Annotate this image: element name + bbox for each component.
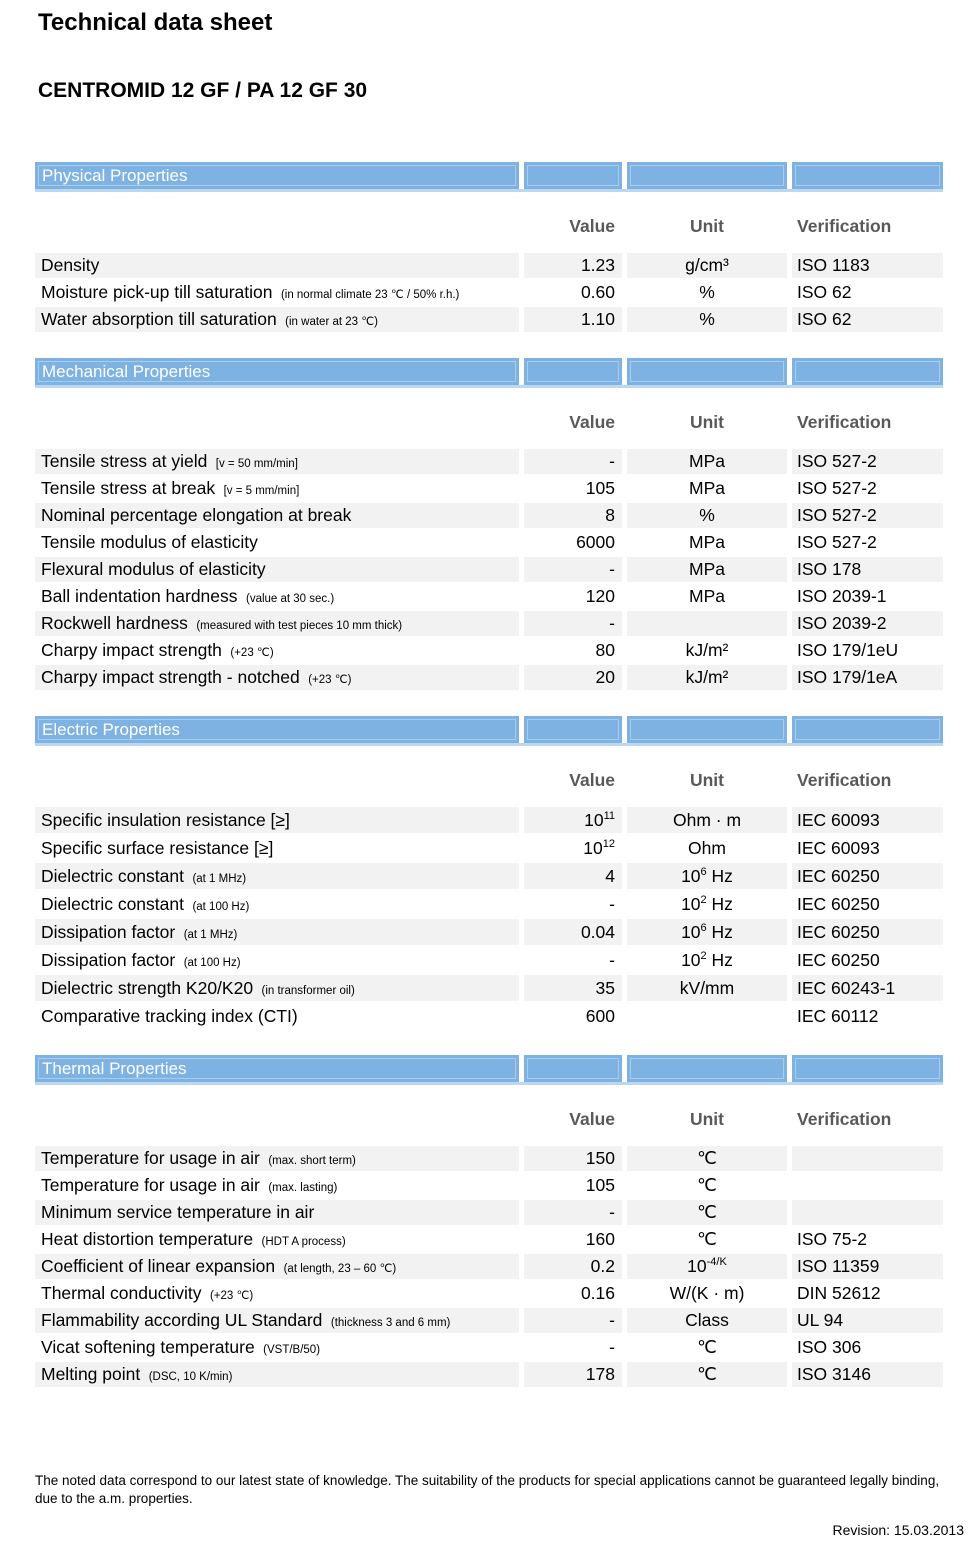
property-name: Minimum service temperature in air: [41, 1202, 315, 1222]
property-cell: [35, 835, 519, 861]
section-header-bar: [35, 162, 943, 192]
unit-cell: $10^2$ Hz: [681, 950, 733, 970]
property-name: Dielectric strength K20/K20: [41, 978, 254, 998]
section-bar-cell-verification: [792, 358, 943, 385]
col-header-unit: Unit: [689, 770, 725, 788]
section-bar-cell-unit: [627, 1055, 787, 1082]
property-note: (+23 ℃): [308, 674, 352, 686]
property-cell: [35, 1281, 519, 1306]
property-name: Coefficient of linear expansion: [41, 1256, 276, 1276]
col-header-verification: Verification: [797, 770, 892, 788]
section-bar-cell-property: [35, 716, 519, 743]
property-note: (HDT A process): [261, 1236, 346, 1248]
unit-cell: ℃: [627, 1362, 787, 1387]
table-row: [35, 1254, 943, 1279]
unit-cell: %: [627, 307, 787, 332]
verification-cell: IEC 60112: [797, 1006, 879, 1026]
property-name: Tensile stress at yield: [41, 451, 208, 471]
property-name: Specific surface resistance [≥]: [41, 838, 274, 858]
unit-cell: [627, 1003, 787, 1029]
value-cell: 0.16: [580, 1283, 615, 1303]
unit-cell: [627, 611, 787, 636]
verification-cell: ISO 179/1eA: [792, 665, 943, 690]
property-cell: [35, 665, 519, 690]
property-note: (at 1 MHz): [192, 873, 247, 885]
unit-cell: %: [627, 503, 787, 528]
property-note: (VST/B/50): [263, 1344, 321, 1356]
value-cell: 160: [585, 1229, 615, 1249]
unit-cell: MPa: [689, 586, 725, 606]
verification-cell: [792, 1200, 943, 1225]
unit-cell: $10^6$ Hz: [627, 863, 787, 889]
property-name: Density: [41, 255, 100, 275]
section-bar-cell-property: [35, 162, 519, 189]
property-name: Thermal conductivity: [41, 1283, 202, 1303]
col-header-value: Value: [569, 770, 615, 788]
property-note: (+23 ℃): [230, 647, 274, 659]
section-header-bar: [35, 716, 943, 746]
col-header-property-spacer: [35, 410, 519, 430]
property-note: (+23 ℃): [209, 1290, 254, 1302]
product-name: CENTROMID 12 GF / PA 12 GF 30: [38, 79, 368, 102]
property-cell: [35, 503, 519, 528]
unit-cell: $10^{-4/K}$: [627, 1254, 787, 1279]
property-note: [v = 50 mm/min]: [215, 458, 298, 470]
column-headers: [35, 214, 943, 234]
property-cell: [35, 863, 519, 889]
value-cell: 178: [524, 1362, 622, 1387]
table-row: [35, 611, 943, 636]
value-cell: 6000: [576, 532, 615, 552]
unit-cell: MPa: [627, 449, 787, 474]
property-cell: [35, 919, 519, 945]
verification-cell: ISO 2039-1: [797, 586, 887, 606]
property-note: (in transformer oil): [261, 985, 355, 997]
verification-cell: ISO 179/1eU: [797, 640, 899, 660]
table-row: [35, 449, 943, 474]
property-name: Heat distortion temperature: [41, 1229, 254, 1249]
property-name: Flammability according UL Standard: [41, 1310, 323, 1330]
section-bar-cell-value: [524, 1055, 622, 1082]
table-row: [35, 1335, 943, 1360]
property-note: (in normal climate 23 ℃ / 50% r.h.): [280, 289, 460, 301]
value-cell: -: [609, 950, 615, 970]
property-cell: [35, 1227, 519, 1252]
property-section: [35, 358, 943, 690]
unit-cell: ℃: [697, 1175, 717, 1195]
unit-cell: %: [699, 282, 715, 302]
verification-cell: UL 94: [792, 1308, 943, 1333]
verification-cell: ISO 527-2: [792, 449, 943, 474]
section-title: Physical Properties: [42, 166, 188, 185]
verification-cell: ISO 11359: [792, 1254, 943, 1279]
verification-cell: ISO 527-2: [792, 503, 943, 528]
col-header-verification: Verification: [797, 1109, 892, 1127]
section-title: Thermal Properties: [42, 1059, 187, 1078]
table-row: [35, 835, 943, 861]
property-name: Melting point: [41, 1364, 141, 1384]
verification-cell: IEC 60250: [797, 894, 880, 914]
section-bar-cell-verification: [792, 162, 943, 189]
property-note: (at 100 Hz): [183, 957, 241, 969]
verification-cell: [792, 1173, 943, 1198]
property-note: (at length, 23 – 60 ℃): [283, 1263, 397, 1275]
property-cell: [35, 638, 519, 663]
unit-cell: $10^2$ Hz: [681, 894, 733, 914]
verification-cell: ISO 306: [797, 1337, 862, 1357]
property-cell: [35, 1200, 519, 1225]
table-row: [35, 1200, 943, 1225]
table-row: [35, 1308, 943, 1333]
section-bar-cell-property: [35, 1055, 519, 1082]
property-note: (DSC, 10 K/min): [148, 1371, 233, 1383]
table-row: [35, 476, 943, 501]
unit-cell: Ohm · m: [627, 807, 787, 833]
unit-cell: MPa: [627, 557, 787, 582]
verification-cell: IEC 60093: [792, 807, 943, 833]
col-header-value: Value: [569, 1109, 615, 1127]
value-cell: -: [524, 557, 622, 582]
table-row: [35, 947, 943, 973]
table-row: [35, 557, 943, 582]
property-section: [35, 162, 943, 332]
property-cell: [35, 253, 519, 278]
property-name: Water absorption till saturation: [41, 309, 277, 329]
col-header-property-spacer: [35, 1107, 519, 1127]
table-row: [35, 1227, 943, 1252]
property-name: Vicat softening temperature: [41, 1337, 255, 1357]
property-name: Rockwell hardness: [41, 613, 188, 633]
section-bar-cell-property: [35, 358, 519, 385]
verification-cell: ISO 75-2: [797, 1229, 868, 1249]
table-row: [35, 1173, 943, 1198]
unit-cell: ℃: [697, 1229, 717, 1249]
property-cell: [35, 530, 519, 555]
property-name: Ball indentation hardness: [41, 586, 238, 606]
value-cell: 4: [524, 863, 622, 889]
property-name: Charpy impact strength: [41, 640, 222, 660]
column-headers: [35, 768, 943, 788]
value-cell: 1.10: [524, 307, 622, 332]
property-name: Dissipation factor: [41, 922, 176, 942]
unit-cell: Ohm: [688, 838, 726, 858]
property-cell: [35, 1362, 519, 1387]
property-section: [35, 1055, 943, 1387]
property-note: (at 100 Hz): [192, 901, 250, 913]
verification-cell: IEC 60250: [797, 950, 880, 970]
table-row: [35, 638, 943, 663]
verification-cell: IEC 60250: [792, 919, 943, 945]
section-header-bar: [35, 1055, 943, 1085]
unit-cell: ℃: [627, 1200, 787, 1225]
unit-cell: MPa: [689, 478, 725, 498]
value-cell: 105: [585, 1175, 615, 1195]
property-name: Moisture pick-up till saturation: [41, 282, 273, 302]
property-name: Dielectric constant: [41, 894, 184, 914]
verification-cell: ISO 1183: [792, 253, 943, 278]
col-header-value: Value: [569, 412, 615, 430]
unit-cell: MPa: [689, 532, 725, 552]
col-header-property-spacer: [35, 214, 519, 234]
property-note: (value at 30 sec.): [245, 593, 335, 605]
value-cell: 0.04: [524, 919, 622, 945]
table-row: [35, 584, 943, 609]
section-title: Mechanical Properties: [42, 362, 211, 381]
value-cell: -: [524, 1308, 622, 1333]
section-bar-cell-unit: [627, 358, 787, 385]
table-row: [35, 863, 943, 889]
section-bar-cell-unit: [627, 716, 787, 743]
table-row: [35, 530, 943, 555]
table-row: [35, 503, 943, 528]
property-name: Flexural modulus of elasticity: [41, 559, 266, 579]
property-note: (max. short term): [268, 1155, 356, 1167]
verification-cell: [792, 1146, 943, 1171]
property-name: Charpy impact strength - notched: [41, 667, 300, 687]
property-cell: [35, 611, 519, 636]
property-cell: [35, 476, 519, 501]
property-cell: [35, 557, 519, 582]
property-note: (at 1 MHz): [183, 929, 238, 941]
disclaimer-text: The noted data correspond to our latest state of knowledge. The suitability of the products for special applications cannot be guaranteed legally binding, due to the a.m. properties.: [35, 1473, 940, 1506]
col-header-value: Value: [569, 216, 615, 234]
section-bar-cell-value: [524, 358, 622, 385]
verification-cell: IEC 60243-1: [792, 975, 943, 1001]
table-row: [35, 919, 943, 945]
unit-cell: kV/mm: [627, 975, 787, 1001]
value-cell: 1.23: [524, 253, 622, 278]
property-cell: [35, 1003, 519, 1029]
value-cell: 20: [524, 665, 622, 690]
property-cell: [35, 1254, 519, 1279]
unit-cell: Class: [627, 1308, 787, 1333]
property-cell: [35, 891, 519, 917]
section-rows: [35, 449, 943, 690]
value-cell: 120: [585, 586, 615, 606]
value-cell: -: [524, 449, 622, 474]
property-note: (thickness 3 and 6 mm): [330, 1317, 451, 1329]
property-cell: [35, 584, 519, 609]
property-cell: [35, 1308, 519, 1333]
property-cell: [35, 1173, 519, 1198]
sections-container: [35, 162, 943, 1387]
value-cell: 8: [524, 503, 622, 528]
value-cell: 35: [524, 975, 622, 1001]
verification-cell: ISO 2039-2: [792, 611, 943, 636]
property-note: [v = 5 mm/min]: [223, 485, 300, 497]
property-note: (max. lasting): [268, 1182, 338, 1194]
section-rows: [35, 807, 943, 1029]
property-name: Comparative tracking index (CTI): [41, 1006, 298, 1026]
property-cell: [35, 947, 519, 973]
value-cell: 105: [585, 478, 615, 498]
col-header-verification: Verification: [797, 216, 892, 234]
table-row: [35, 1362, 943, 1387]
value-cell: -: [609, 1337, 615, 1357]
value-cell: 0.60: [580, 282, 615, 302]
revision-date: Revision: 15.03.2013: [832, 1522, 964, 1538]
verification-cell: ISO 527-2: [797, 532, 877, 552]
section-title: Electric Properties: [42, 720, 180, 739]
verification-cell: IEC 60250: [792, 863, 943, 889]
unit-cell: kJ/m²: [627, 665, 787, 690]
value-cell: $10^{11}$: [524, 807, 622, 833]
table-row: [35, 1003, 943, 1029]
property-name: Dissipation factor: [41, 950, 176, 970]
property-name: Nominal percentage elongation at break: [41, 505, 352, 525]
table-row: [35, 280, 943, 305]
verification-cell: ISO 178: [792, 557, 943, 582]
verification-cell: IEC 60093: [797, 838, 880, 858]
unit-cell: ℃: [627, 1146, 787, 1171]
table-row: [35, 253, 943, 278]
value-cell: -: [609, 894, 615, 914]
property-section: [35, 716, 943, 1029]
value-cell: $10^{12}$: [583, 838, 615, 858]
table-row: [35, 665, 943, 690]
table-row: [35, 1146, 943, 1171]
property-cell: [35, 1335, 519, 1360]
verification-cell: ISO 62: [792, 307, 943, 332]
document-page: [35, 8, 964, 1538]
column-headers: [35, 1107, 943, 1127]
property-name: Dielectric constant: [41, 866, 184, 886]
col-header-unit: Unit: [689, 216, 725, 234]
col-header-verification: Verification: [797, 412, 892, 430]
property-note: (measured with test pieces 10 mm thick): [196, 620, 403, 632]
property-name: Tensile stress at break: [41, 478, 216, 498]
col-header-unit: Unit: [689, 412, 725, 430]
property-cell: [35, 975, 519, 1001]
col-header-property-spacer: [35, 768, 519, 788]
value-cell: 600: [585, 1006, 615, 1026]
property-name: Temperature for usage in air: [41, 1175, 260, 1195]
value-cell: -: [524, 611, 622, 636]
property-name: Temperature for usage in air: [41, 1148, 260, 1168]
value-cell: -: [524, 1200, 622, 1225]
property-name: Specific insulation resistance [≥]: [41, 810, 290, 830]
property-cell: [35, 280, 519, 305]
value-cell: 0.2: [524, 1254, 622, 1279]
unit-cell: g/cm³: [627, 253, 787, 278]
property-cell: [35, 307, 519, 332]
section-bar-cell-verification: [792, 1055, 943, 1082]
table-row: [35, 807, 943, 833]
table-row: [35, 1281, 943, 1306]
verification-cell: ISO 3146: [792, 1362, 943, 1387]
verification-cell: ISO 527-2: [797, 478, 877, 498]
verification-cell: ISO 62: [797, 282, 852, 302]
verification-cell: DIN 52612: [797, 1283, 881, 1303]
section-bar-cell-value: [524, 716, 622, 743]
property-name: Tensile modulus of elasticity: [41, 532, 258, 552]
property-note: (in water at 23 ℃): [285, 316, 378, 328]
unit-cell: W/(K · m): [669, 1283, 745, 1303]
section-rows: [35, 253, 943, 332]
table-row: [35, 975, 943, 1001]
table-row: [35, 891, 943, 917]
section-header-bar: [35, 358, 943, 388]
property-cell: [35, 449, 519, 474]
unit-cell: kJ/m²: [685, 640, 729, 660]
section-bar-cell-unit: [627, 162, 787, 189]
unit-cell: ℃: [697, 1337, 717, 1357]
value-cell: 80: [595, 640, 615, 660]
table-row: [35, 307, 943, 332]
section-bar-cell-value: [524, 162, 622, 189]
section-rows: [35, 1146, 943, 1387]
value-cell: 150: [524, 1146, 622, 1171]
column-headers: [35, 410, 943, 430]
unit-cell: $10^6$ Hz: [627, 919, 787, 945]
property-cell: [35, 807, 519, 833]
col-header-unit: Unit: [689, 1109, 725, 1127]
property-cell: [35, 1146, 519, 1171]
page-title: Technical data sheet: [38, 9, 273, 36]
section-bar-cell-verification: [792, 716, 943, 743]
